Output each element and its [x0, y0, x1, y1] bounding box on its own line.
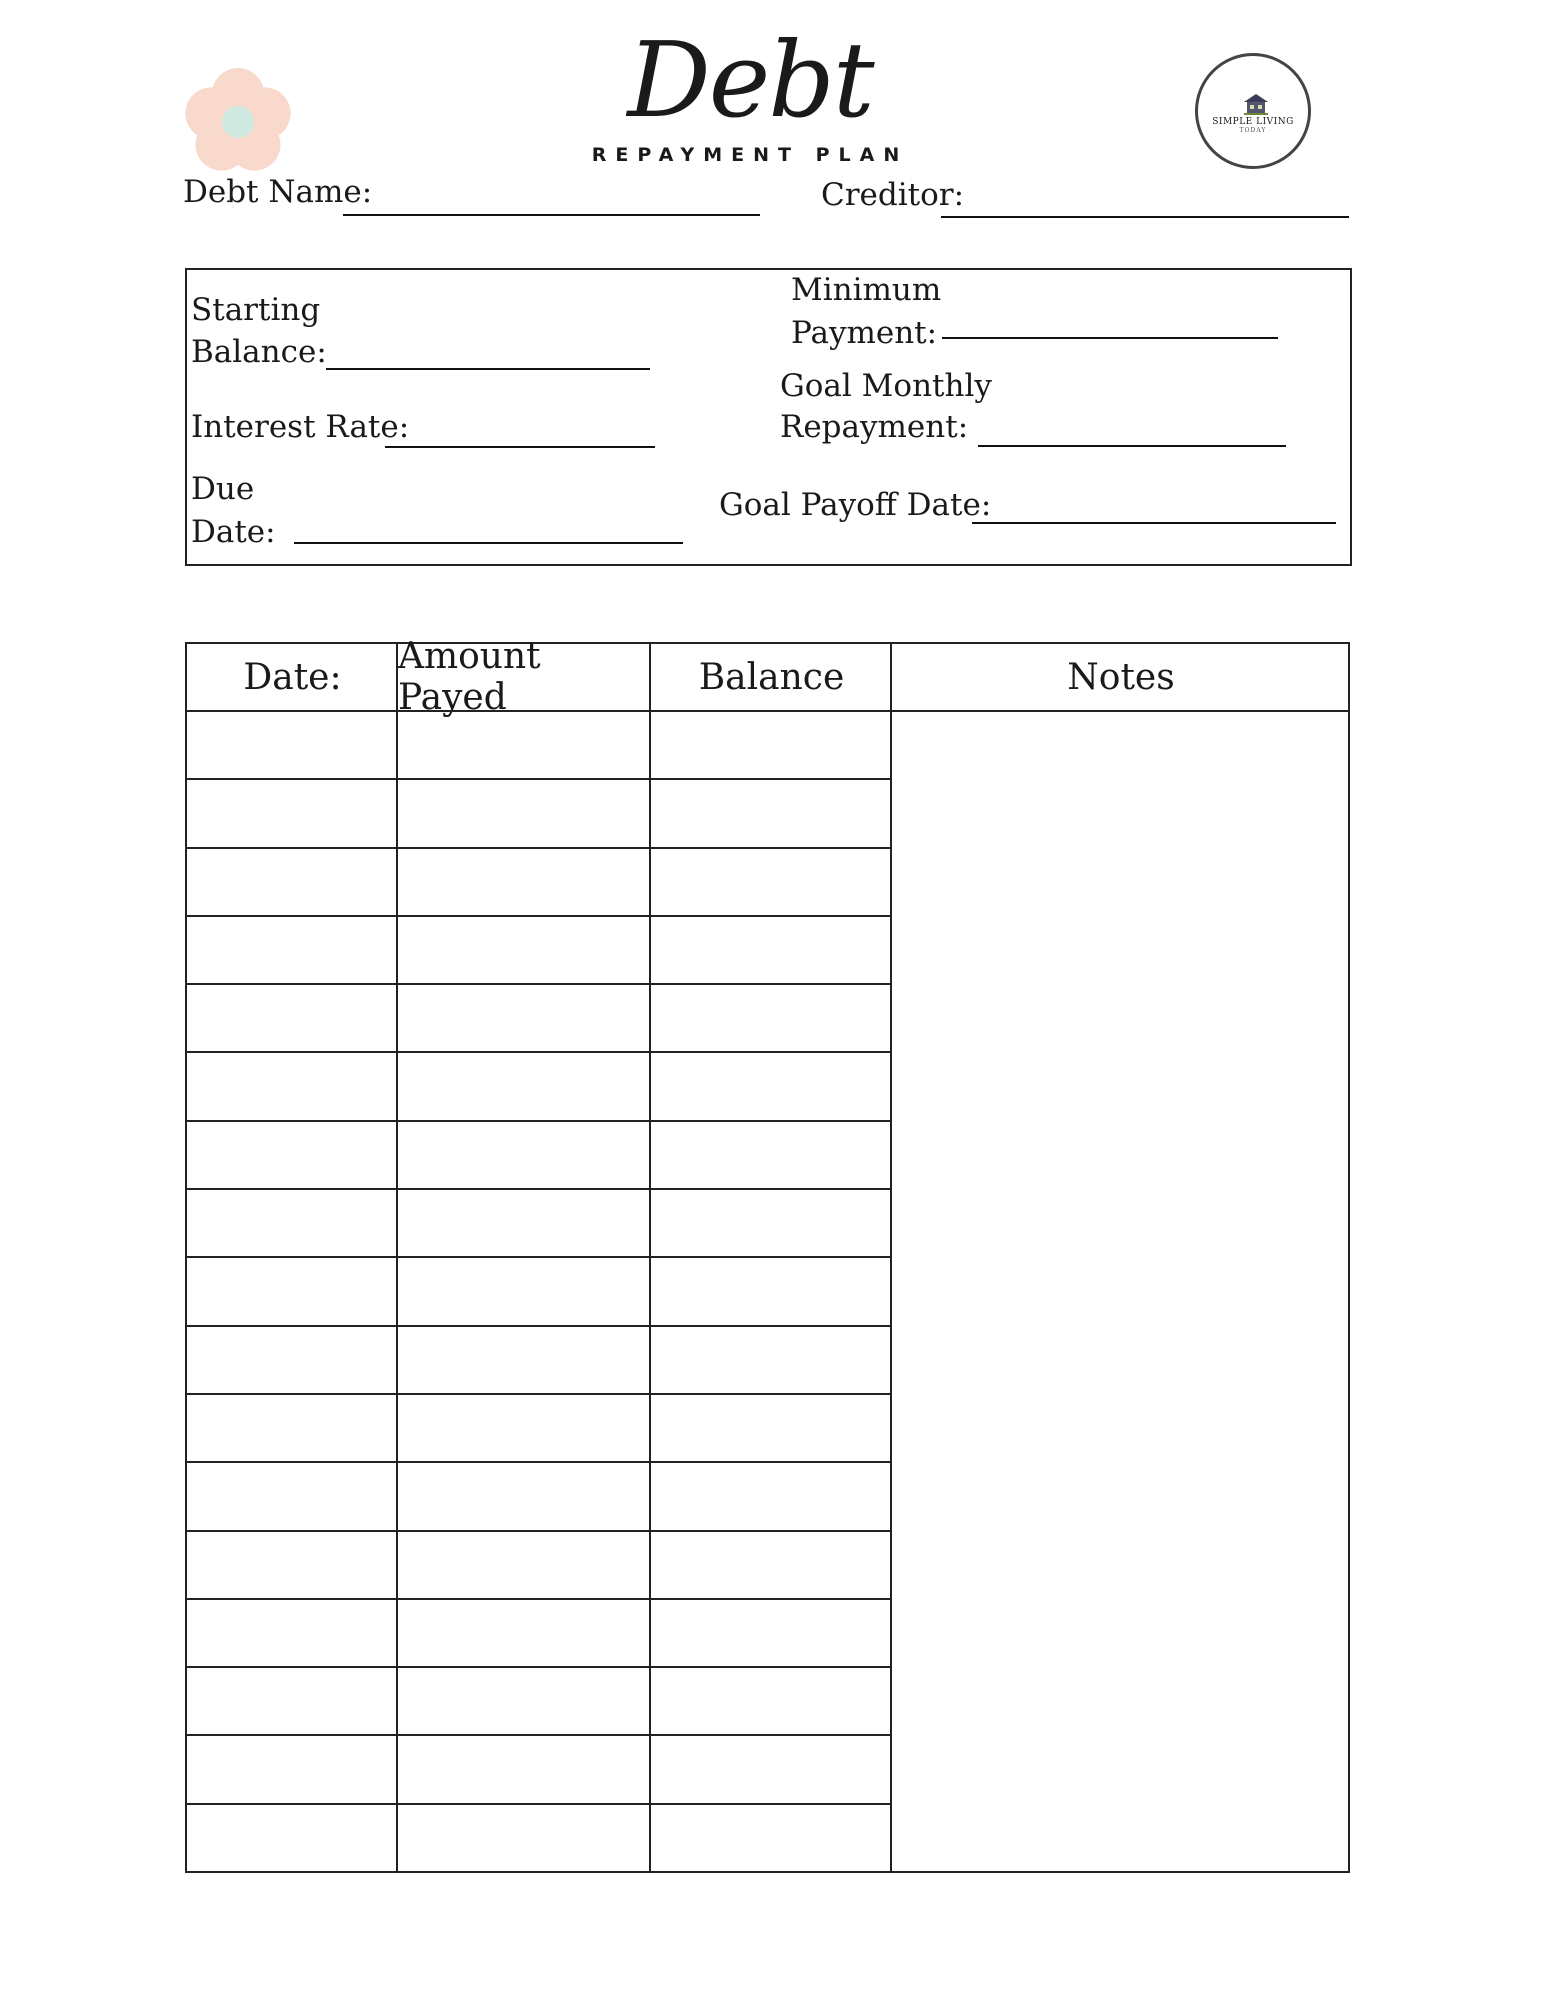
balance-cell[interactable] — [653, 1600, 890, 1665]
amount-payed-cell[interactable] — [400, 1395, 649, 1460]
date-cell[interactable] — [189, 1327, 396, 1392]
balance-cell[interactable] — [653, 1258, 890, 1323]
balance-cell[interactable] — [653, 1327, 890, 1392]
balance-cell[interactable] — [653, 1053, 890, 1118]
amount-payed-cell[interactable] — [400, 1805, 649, 1870]
amount-payed-cell[interactable] — [400, 1327, 649, 1392]
date-cell[interactable] — [189, 1463, 396, 1528]
balance-cell[interactable] — [653, 985, 890, 1050]
page-subtitle: REPAYMENT PLAN — [591, 144, 909, 166]
balance-cell[interactable] — [653, 1805, 890, 1870]
amount-payed-cell[interactable] — [400, 1122, 649, 1187]
date-cell[interactable] — [189, 1532, 396, 1597]
due-date-field[interactable] — [294, 542, 683, 544]
amount-payed-cell[interactable] — [400, 1668, 649, 1733]
amount-payed-cell[interactable] — [400, 849, 649, 914]
balance-cell[interactable] — [653, 1463, 890, 1528]
amount-payed-cell[interactable] — [400, 1053, 649, 1118]
goal-payoff-field[interactable] — [972, 522, 1336, 524]
amount-payed-cell[interactable] — [400, 985, 649, 1050]
date-cell[interactable] — [189, 1122, 396, 1187]
date-cell[interactable] — [189, 780, 396, 845]
interest-rate-field[interactable] — [385, 446, 655, 448]
starting-balance-field[interactable] — [326, 368, 650, 370]
amount-payed-cell[interactable] — [400, 1736, 649, 1801]
column-divider — [396, 644, 398, 1873]
minimum-payment-field[interactable] — [942, 337, 1278, 339]
minimum-payment-label-2: Payment: — [791, 315, 938, 351]
due-date-label-2: Date: — [191, 514, 276, 550]
amount-payed-cell[interactable] — [400, 1190, 649, 1255]
creditor-label: Creditor: — [821, 177, 965, 213]
balance-cell[interactable] — [653, 1736, 890, 1801]
goal-monthly-label-2: Repayment: — [780, 409, 969, 445]
balance-cell[interactable] — [653, 1395, 890, 1460]
date-cell[interactable] — [189, 1053, 396, 1118]
column-header-notes: Notes — [1067, 656, 1175, 698]
logo-badge — [1195, 53, 1311, 169]
balance-cell[interactable] — [653, 1190, 890, 1255]
amount-payed-cell[interactable] — [400, 780, 649, 845]
amount-payed-cell[interactable] — [400, 1532, 649, 1597]
date-cell[interactable] — [189, 1395, 396, 1460]
date-cell[interactable] — [189, 1258, 396, 1323]
balance-cell[interactable] — [653, 780, 890, 845]
column-divider — [649, 644, 651, 1873]
starting-balance-label-2: Balance: — [191, 334, 327, 370]
date-cell[interactable] — [189, 712, 396, 777]
logo-subtext: TODAY — [1239, 127, 1267, 134]
balance-cell[interactable] — [653, 849, 890, 914]
amount-payed-cell[interactable] — [400, 712, 649, 777]
debt-name-label: Debt Name: — [183, 174, 373, 210]
amount-payed-cell[interactable] — [400, 917, 649, 982]
amount-payed-cell[interactable] — [400, 1600, 649, 1665]
date-cell[interactable] — [189, 849, 396, 914]
goal-monthly-field[interactable] — [978, 445, 1286, 447]
date-cell[interactable] — [189, 1805, 396, 1870]
payment-table — [185, 636, 1350, 1873]
column-header-amount-payed: Amount Payed — [398, 636, 541, 718]
notes-area[interactable] — [892, 712, 1348, 1871]
amount-payed-cell[interactable] — [400, 1463, 649, 1528]
date-cell[interactable] — [189, 985, 396, 1050]
column-header-balance: Balance — [698, 656, 845, 698]
column-header-date: Date: — [243, 656, 342, 698]
amount-payed-cell[interactable] — [400, 1258, 649, 1323]
minimum-payment-label-1: Minimum — [791, 272, 942, 308]
logo-text: SIMPLE LIVING — [1212, 117, 1294, 127]
date-cell[interactable] — [189, 1190, 396, 1255]
balance-cell[interactable] — [653, 712, 890, 777]
house-icon — [1242, 92, 1270, 116]
date-cell[interactable] — [189, 1668, 396, 1733]
balance-cell[interactable] — [653, 1122, 890, 1187]
due-date-label-1: Due — [191, 471, 255, 507]
creditor-field[interactable] — [941, 216, 1349, 218]
interest-rate-label: Interest Rate: — [191, 409, 410, 445]
goal-monthly-label-1: Goal Monthly — [780, 368, 992, 404]
flower-icon — [182, 66, 294, 178]
goal-payoff-label: Goal Payoff Date: — [719, 487, 992, 523]
balance-cell[interactable] — [653, 1668, 890, 1733]
starting-balance-label-1: Starting — [191, 292, 321, 328]
debt-name-field[interactable] — [343, 214, 760, 216]
date-cell[interactable] — [189, 917, 396, 982]
balance-cell[interactable] — [653, 917, 890, 982]
page-title: Debt — [627, 19, 873, 141]
date-cell[interactable] — [189, 1600, 396, 1665]
date-cell[interactable] — [189, 1736, 396, 1801]
balance-cell[interactable] — [653, 1532, 890, 1597]
